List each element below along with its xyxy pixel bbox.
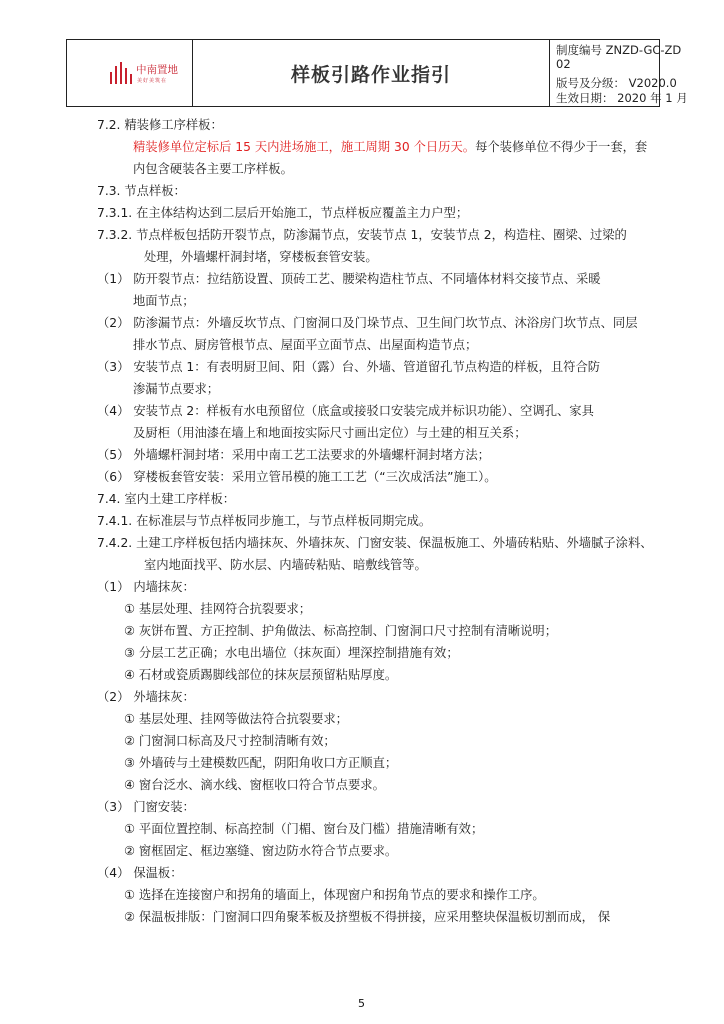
section-7-3-2-line1: 7.3.2. 节点样板包括防开裂节点，防渗漏节点，安装节点 1，安装节点 2，构造柱、圈梁、过梁的 bbox=[97, 228, 627, 242]
insulation-item-2: ② 保温板排版：门窗洞口四角聚苯板及挤塑板不得拼接，应采用整块保温板切割而成， 保 bbox=[124, 910, 611, 924]
node-item-4-line1: （4） 安装节点 2：样板有水电预留位（底盒或接驳口安装完成并标识功能）、空调孔、家具 bbox=[97, 404, 594, 418]
section-7-4-2-line1: 7.4.2. 土建工序样板包括内墙抹灰、外墙抹灰、门窗安装、保温板施工、外墙砖粘贴、外墙腻子涂料、 bbox=[97, 536, 653, 550]
document-header bbox=[66, 39, 688, 107]
plaster-outer-heading: （2） 外墙抹灰： bbox=[97, 690, 195, 704]
section-7-2-paragraph-line1 bbox=[133, 139, 647, 155]
logo-cell bbox=[67, 40, 193, 106]
plaster-inner-item-1: ① 基层处理、挂网符合抗裂要求； bbox=[124, 602, 312, 616]
plaster-outer-item-1: ① 基层处理、挂网等做法符合抗裂要求； bbox=[124, 712, 348, 726]
company-logo-icon bbox=[110, 62, 132, 84]
plaster-inner-item-4: ④ 石材或瓷质踢脚线部位的抹灰层预留粘贴厚度。 bbox=[124, 668, 398, 682]
meta-cell bbox=[550, 40, 688, 106]
section-7-3-1: 7.3.1. 在主体结构达到二层后开始施工，节点样板应覆盖主力户型； bbox=[97, 206, 469, 220]
window-install-item-2: ② 窗框固定、框边塞缝、窗边防水符合节点要求。 bbox=[124, 844, 398, 858]
plaster-inner-item-2: ② 灰饼布置、方正控制、护角做法、标高控制、门窗洞口尺寸控制有清晰说明； bbox=[124, 624, 558, 638]
section-7-4-heading: 7.4. 室内土建工序样板： bbox=[97, 492, 236, 506]
plaster-outer-item-4: ④ 窗台泛水、滴水线、窗框收口符合节点要求。 bbox=[124, 778, 385, 792]
node-item-5: （5） 外墙螺杆洞封堵：采用中南工艺工法要求的外墙螺杆洞封堵方法； bbox=[97, 448, 490, 462]
node-item-2-line2: 排水节点、厨房管根节点、屋面平立面节点、出屋面构造节点； bbox=[133, 338, 478, 352]
node-item-2-line1: （2） 防渗漏节点：外墙反坎节点、门窗洞口及门垛节点、卫生间门坎节点、沐浴房门坎节点、同层 bbox=[97, 316, 638, 330]
node-item-3-line1: （3） 安装节点 1：有表明厨卫间、阳（露）台、外墙、管道留孔节点构造的样板，且符合防 bbox=[97, 360, 601, 374]
doc-code-line2: 02 bbox=[556, 57, 571, 71]
node-item-3-line2: 渗漏节点要求； bbox=[133, 382, 220, 396]
highlight-red-text: 精装修单位定标后 15 天内进场施工，施工周期 30 个日历天。 bbox=[133, 140, 476, 154]
section-7-4-1: 7.4.1. 在标准层与节点样板同步施工，与节点样板同期完成。 bbox=[97, 514, 432, 528]
doc-effective-date: 生效日期： 2020 年 1 月 bbox=[556, 91, 688, 105]
page-number: 5 bbox=[358, 997, 365, 1010]
insulation-heading: （4） 保温板： bbox=[97, 866, 183, 880]
section-7-3-2-line2: 处理，外墙螺杆洞封堵，穿楼板套管安装。 bbox=[144, 250, 378, 264]
node-item-1-line2: 地面节点； bbox=[133, 294, 195, 308]
company-logo-text: 中南置地 bbox=[136, 64, 178, 76]
section-7-2-heading: 7.2. 精装修工序样板： bbox=[97, 118, 223, 132]
paragraph-text: 每个装修单位不得少于一套，套 bbox=[475, 140, 648, 154]
plaster-inner-item-3: ③ 分层工艺正确；水电出墙位（抹灰面）埋深控制措施有效； bbox=[124, 646, 459, 660]
window-install-item-1: ① 平面位置控制、标高控制（门楣、窗台及门槛）措施清晰有效； bbox=[124, 822, 484, 836]
node-item-4-line2: 及厨柜（用油漆在墙上和地面按实际尺寸画出定位）与土建的相互关系； bbox=[133, 426, 527, 440]
section-7-2-paragraph-line2: 内包含硬装各主要工序样板。 bbox=[133, 162, 293, 176]
insulation-item-1: ① 选择在连接窗户和拐角的墙面上，体现窗户和拐角节点的要求和操作工序。 bbox=[124, 888, 545, 902]
plaster-inner-heading: （1） 内墙抹灰： bbox=[97, 580, 195, 594]
document-title: 样板引路作业指引 bbox=[290, 63, 451, 86]
window-install-heading: （3） 门窗安装： bbox=[97, 800, 195, 814]
node-item-1-line1: （1） 防开裂节点：拉结筋设置、顶砖工艺、腰梁构造柱节点、不同墙体材料交接节点、采暖 bbox=[97, 272, 601, 286]
node-item-6: （6） 穿楼板套管安装：采用立管吊模的施工工艺（“三次成活法”施工）。 bbox=[97, 470, 497, 484]
doc-code-line1: 制度编号 ZNZD-GC-ZD bbox=[556, 43, 682, 57]
section-7-3-heading: 7.3. 节点样板： bbox=[97, 184, 186, 198]
plaster-outer-item-2: ② 门窗洞口标高及尺寸控制清晰有效； bbox=[124, 734, 336, 748]
section-7-4-2-line2: 室内地面找平、防水层、内墙砖粘贴、暗敷线管等。 bbox=[144, 558, 427, 572]
doc-version: 版号及分级： V2020.0 bbox=[556, 76, 677, 90]
title-cell bbox=[193, 40, 550, 106]
plaster-outer-item-3: ③ 外墙砖与土建模数匹配，阴阳角收口方正顺直； bbox=[124, 756, 398, 770]
company-logo-slogan: 美好美筑在 bbox=[137, 78, 168, 84]
